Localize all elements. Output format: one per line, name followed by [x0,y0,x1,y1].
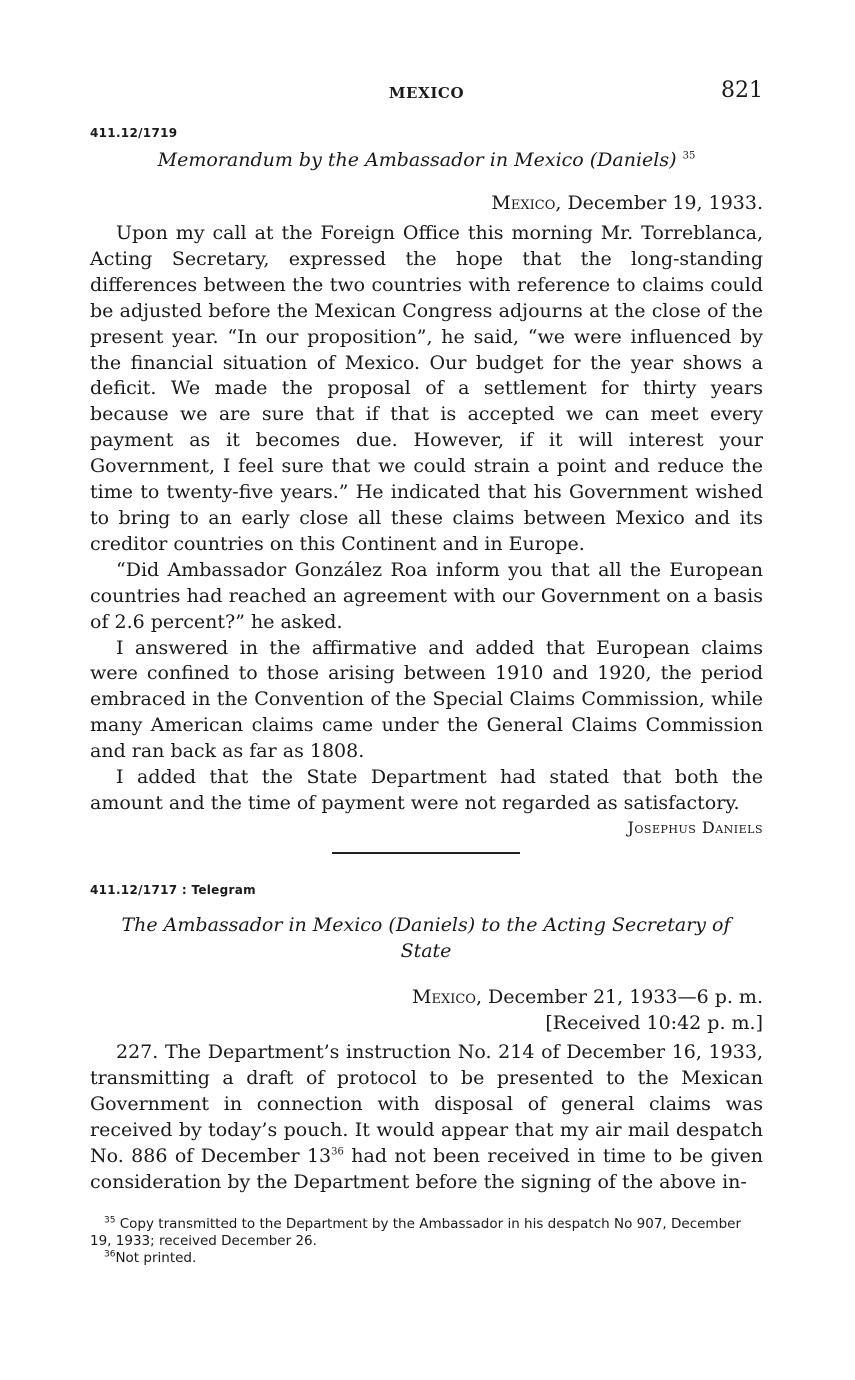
footnote-ref-36: 36 [331,1146,344,1158]
memorandum-paragraph-4: I added that the State Department had stated that both the amount and the time of payment were not regarded as satisfactory. [90,766,763,814]
memorandum-body [90,221,763,817]
footnote-36-mark: 36 [104,1249,116,1260]
file-reference-1: 411.12/1719 [90,126,178,140]
footnote-35 [90,1216,763,1250]
running-title: MEXICO [388,84,465,102]
telegram-paragraph-start: 227. The Department’s instruction No. 214 of December 16, 1933, transmitting a draft of protocol to be presented to the Mexican Government in connection with disposal of general claims was received by today’s pouch. It would appear that my air mail despatch No. 886 of December 13 [90,1041,763,1167]
memorandum-paragraph-3: I answered in the affirmative and added that European claims were confined to those arising between 1910 and 1920, the period embraced in the Convention of the Special Claims Commission, while many American claims came under the General Claims Commission and ran back as far as 1808. [90,636,763,763]
telegram-paragraph-end: had not been received in time to be given consideration by the Department before the signing of the above in- [90,1144,763,1193]
page-number: 821 [721,78,763,103]
dateline-1-date: , December 19, 1933. [555,192,763,214]
dateline-2-place: Mexico [412,986,476,1008]
dateline-2 [412,984,763,1010]
file-reference-2: 411.12/1717 : Telegram [90,883,256,897]
memorandum-heading [90,147,763,173]
footnote-36-text: Not printed. [115,1250,197,1266]
dateline-1 [491,190,763,216]
footnote-ref-35: 35 [682,150,696,162]
memorandum-paragraph-2: “Did Ambassador González Roa inform you that all the European countries had reached an agreement with our Government on a basis of 2.6 percent?” he asked. [90,558,763,633]
running-head [90,80,763,106]
footnote-35-mark: 35 [104,1215,116,1226]
footnote-35-text: Copy transmitted to the Department by the Ambassador in his despatch No 907, December 19, 1933; received December 26. [90,1216,741,1249]
signature: Josephus Daniels [627,818,763,837]
dateline-2-date: , December 21, 1933—6 p. m. [475,986,763,1008]
section-divider [332,852,520,854]
telegram-paragraph [90,1040,763,1195]
telegram-body [90,1040,763,1195]
footnotes [90,1216,763,1267]
memorandum-heading-text: Memorandum by the Ambassador in Mexico (Daniels) [157,149,677,171]
dateline-1-place: Mexico [491,192,556,214]
footnote-36 [90,1250,763,1267]
telegram-heading: The Ambassador in Mexico (Daniels) to the Acting Secretary of State [121,914,731,962]
document-page [90,0,763,1380]
memorandum-paragraph-1: Upon my call at the Foreign Office this morning Mr. Torreblanca, Acting Secretary, expressed the hope that the long-standing differences between the two countries with reference to claims could be adjusted before the Mexican Congress adjourns at the close of the present year. “In our proposition”, he said, “we were influenced by the financial situation of Mexico. Our budget for the year shows a deficit. We made the proposal of a settlement for thirty years because we are sure that if that is accepted we can meet every payment as it becomes due. However, if it will interest your Government, I feel sure that we could strain a point and reduce the time to twenty-five years.” He indicated that his Government wished to bring to an early close all these claims between Mexico and its creditor countries on this Continent and in Europe. [90,222,763,555]
received-time: [Received 10:42 p. m.] [545,1012,763,1034]
